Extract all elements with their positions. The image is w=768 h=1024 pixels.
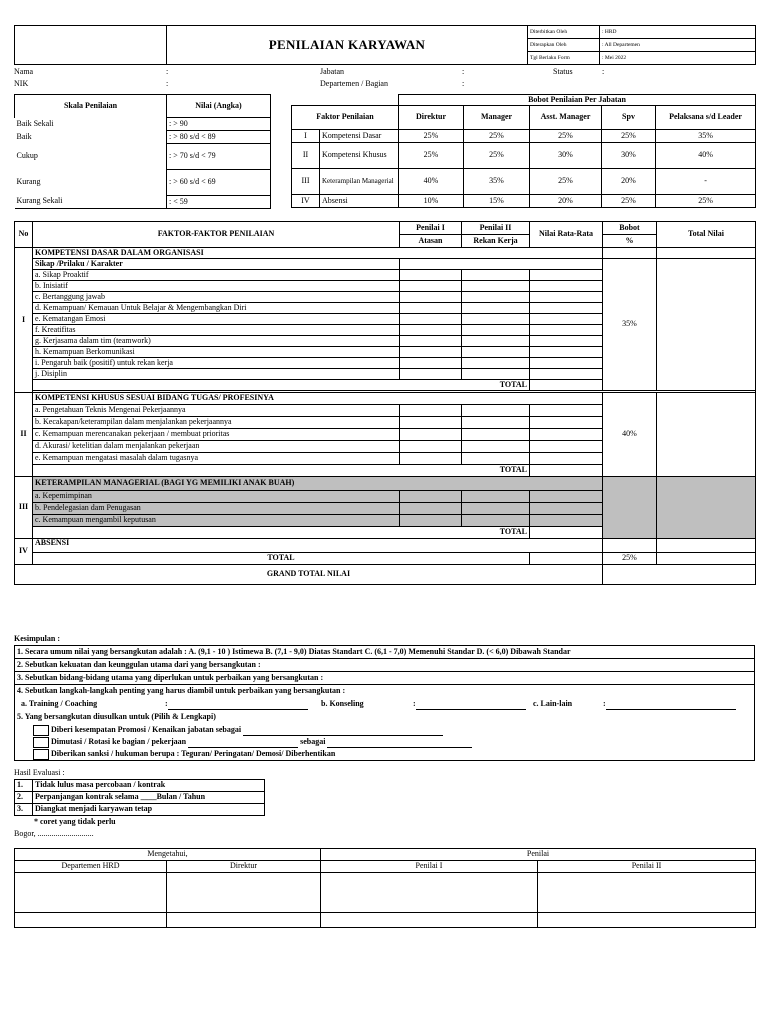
signature-table [14,848,756,928]
factor-row: d. Kemampuan/ Kemauan Untuk Belajar & Mengembangkan Diri [15,303,756,314]
section-weight: 40% [603,393,657,477]
factor-row: a. Kepemimpinan [15,491,756,503]
scale-header: Skala Penilaian [15,95,167,118]
weights-title: Bobot Penilaian Per Jabatan [399,95,756,106]
factor-row: c. Kemampuan mengambil keputusan [15,515,756,527]
conclusion-item: 4. Sebutkan langkah-langkah penting yang harus diambil untuk perbaikan yang bersangkutan : [14,685,755,697]
total-label: TOTAL [33,553,530,565]
nik-label: NIK [14,79,29,88]
signature-box[interactable] [538,873,756,913]
signature-box[interactable] [15,873,167,913]
signature-col-title: Penilai II [538,861,756,873]
option-row: Dimutasi / Rotasi ke bagian / pekerjaan sebagai [14,736,755,748]
factor-row: f. Kreatifitas [15,325,756,336]
scale-table: Skala Penilaian Nilai (Angka) Baik Sekali : > 90 Baik : > 80 s/d < 89 Cukup : > 70 s/d < 79 Kurang : > 60 s/d < 69 Kurang Sekali : < 59 [14,94,271,209]
mengetahui-label: Mengetahui, [15,849,321,861]
factor-row: a. Sikap Proaktif [15,270,756,281]
factor-row: e. Kemampuan mengatasi masalah dalam tugasnya [15,453,756,465]
meta-label: Diterapkan Oleh [528,39,600,52]
evaluation-table: No FAKTOR-FAKTOR PENILAIAN Penilai I Penilai II Nilai Rata-Rata Bobot Total Nilai Atasan Rekan Kerja % I KOMPETENSI DASAR DALAM ORGANISASI Sikap /Prilaku / Karakter 35% a. Sikap Proaktif b. Inisiatif c. Bertanggung jawab d. Kemampuan/ Kemauan Untuk Belajar & Mengembangkan Diri e. Kematangan Emosi f. Kreatifitas g. Kerjasama dalam tim (teamwork) h. Kemampuan Berkomunikasi i. Pengaruh baik (positif) untuk rekan kerja j. Disiplin TOTAL II KOMPETENSI KHUSUS SESUAI BIDANG TUGAS/ PROFESINYA 40% a. Pengetahuan Teknis Mengenai Pekerjaannya b. Kecakapan/keterampilan dalam menjalankan pekerjaannya c. Kemampuan merencanakan pekerjaan / membuat prioritas d. Akurasi/ ketelitian dalam menjalankan pekerjaan e. Kemampuan mengatasi masalah dalam tugasnya TOTAL III KETERAMPILAN MANAGERIAL (BAGI YG MEMILIKI ANAK BUAH) a. Kepemimpinan b. Pendelegasian dam Penugasan c. Kemampuan mengambil keputusan TOTAL IV ABSENSI TOTAL 25% GRAND TOTAL NILAI [14,221,756,585]
mutation-checkbox[interactable] [33,737,49,748]
conclusion-item: 5. Yang bersangkutan diusulkan untuk (Pilih & Lengkapi) [14,710,755,724]
form-title: PENILAIAN KARYAWAN [167,26,528,65]
weights-row: II Kompetensi Khusus 25% 25% 30% 30% 40% [292,143,756,169]
factor-row: c. Kemampuan merencanakan pekerjaan / membuat prioritas [15,429,756,441]
evaluation-result [14,767,755,840]
sanction-checkbox[interactable] [33,749,49,760]
section-title: ABSENSI [33,539,603,553]
evaluation-note: * coret yang tidak perlu [34,817,116,826]
signature-col-title: Penilai I [321,861,538,873]
weights-table: Bobot Penilaian Per Jabatan Faktor Penilaian Direktur Manager Asst. Manager Spv Pelaksana s/d Leader I Kompetensi Dasar 25% 25% 25% 25% 35% II Kompetensi Khusus 25% 25% 30% 30% 40% III Keterampilan Managerial 40% 35% 25% 20% - IV Absensi 10% 15% 20% 25% 25% [291,94,756,208]
factor-row: i. Pengaruh baik (positif) untuk rekan kerja [15,358,756,369]
signature-box[interactable] [167,873,321,913]
training-input-line[interactable] [168,700,308,710]
lainlain-input-line[interactable] [606,700,736,710]
factor-row: j. Disiplin [15,369,756,380]
meta-value: : HRD [600,26,756,39]
konseling-input-line[interactable] [416,700,526,710]
section-title: KOMPETENSI KHUSUS SESUAI BIDANG TUGAS/ PROFESINYA [33,393,603,405]
mutation-input-line[interactable] [188,738,298,748]
evaluation-options [14,779,265,816]
signature-box[interactable] [321,873,538,913]
promotion-input-line[interactable] [243,726,443,736]
weights-row: I Kompetensi Dasar 25% 25% 25% 25% 35% [292,130,756,143]
position-input-line[interactable] [327,738,472,748]
signature-col-title: Departemen HRD [15,861,167,873]
evaluation-option[interactable]: 3. Diangkat menjadi karyawan tetap [15,804,265,816]
total-label: TOTAL [33,465,530,477]
section-weight: 25% [603,553,657,565]
form-header [14,25,756,65]
factor-row: b. Inisiatif [15,281,756,292]
evaluation-option[interactable]: 2. Perpanjangan kontrak selama ____Bulan / Tahun [15,792,265,804]
section-number: II [15,393,33,477]
lainlain-label: c. Lain-lain [533,699,573,708]
training-label: a. Training / Coaching [21,699,98,708]
signature-col-title: Direktur [167,861,321,873]
section-number: III [15,477,33,539]
penilai-label: Penilai [321,849,756,861]
departemen-label: Departemen / Bagian [320,79,388,88]
weights-row: IV Absensi 10% 15% 20% 25% 25% [292,195,756,208]
section-title: KETERAMPILAN MANAGERIAL (BAGI YG MEMILIKI ANAK BUAH) [33,477,603,491]
conclusion-title: Kesimpulan : [14,632,755,646]
promotion-checkbox[interactable] [33,725,49,736]
grand-total-label: GRAND TOTAL NILAI [15,565,603,585]
signature-name-box[interactable] [167,913,321,928]
logo-area [15,26,167,65]
factor-row: d. Akurasi/ ketelitian dalam menjalankan pekerjaan [15,441,756,453]
meta-label: Diterbitkan Oleh [528,26,600,39]
factor-row: b. Pendelegasian dam Penugasan [15,503,756,515]
factor-row: e. Kematangan Emosi [15,314,756,325]
factor-row: c. Bertanggung jawab [15,292,756,303]
signature-name-box[interactable] [15,913,167,928]
factor-row: g. Kerjasama dalam tim (teamwork) [15,336,756,347]
conclusion-item: 1. Secara umum nilai yang bersangkutan adalah : A. (9,1 - 10 ) Istimewa B. (7,1 - 9,0) Diatas Standart C. (6,1 - 7,0) Memenuhi Standar D. (< 6,0) Dibawah Standar [14,646,755,659]
meta-value: : All Departemen [600,39,756,52]
factor-row: b. Kecakapan/keterampilan dalam menjalankan pekerjaannya [15,417,756,429]
option-row: Diberikan sanksi / hukuman berupa : Teguran/ Peringatan/ Demosi/ Diberhentikan [14,748,755,761]
section-number: I [15,248,33,393]
evaluation-title: Hasil Evaluasi : [14,768,65,777]
option-row: Diberi kesempatan Promosi / Kenaikan jabatan sebagai [14,724,755,736]
factors-header: FAKTOR-FAKTOR PENILAIAN [33,222,400,248]
place-date: Bogor, ............................ [14,829,94,838]
konseling-label: b. Konseling [321,699,364,708]
signature-name-box[interactable] [538,913,756,928]
section-title: KOMPETENSI DASAR DALAM ORGANISASI [33,248,603,259]
section-weight: 35% [603,259,657,391]
total-label: TOTAL [33,380,530,391]
jabatan-label: Jabatan [320,67,344,76]
conclusion-item: 3. Sebutkan bidang-bidang utama yang diperlukan untuk perbaikan yang bersangkutan : [14,672,755,685]
signature-name-box[interactable] [321,913,538,928]
conclusion [14,632,755,761]
status-label: Status [553,67,573,76]
evaluation-option[interactable]: 1. Tidak lulus masa percobaan / kontrak [15,780,265,792]
section-number: IV [15,539,33,565]
conclusion-item: 2. Sebutkan kekuatan dan keunggulan utama dari yang bersangkutan : [14,659,755,672]
weights-row: III Keterampilan Managerial 40% 35% 25% 20% - [292,169,756,195]
factor-row: h. Kemampuan Berkomunikasi [15,347,756,358]
action-row: a. Training / Coaching : b. Konseling : c. Lain-lain : [14,697,755,710]
factor-row: a. Pengetahuan Teknis Mengenai Pekerjaannya [15,405,756,417]
scale-header: Nilai (Angka) [167,95,271,118]
total-label: TOTAL [33,527,530,539]
meta-label: Tgl Berlaku Form [528,52,600,65]
meta-value: : Mei 2022 [600,52,756,65]
nama-label: Nama [14,67,34,76]
